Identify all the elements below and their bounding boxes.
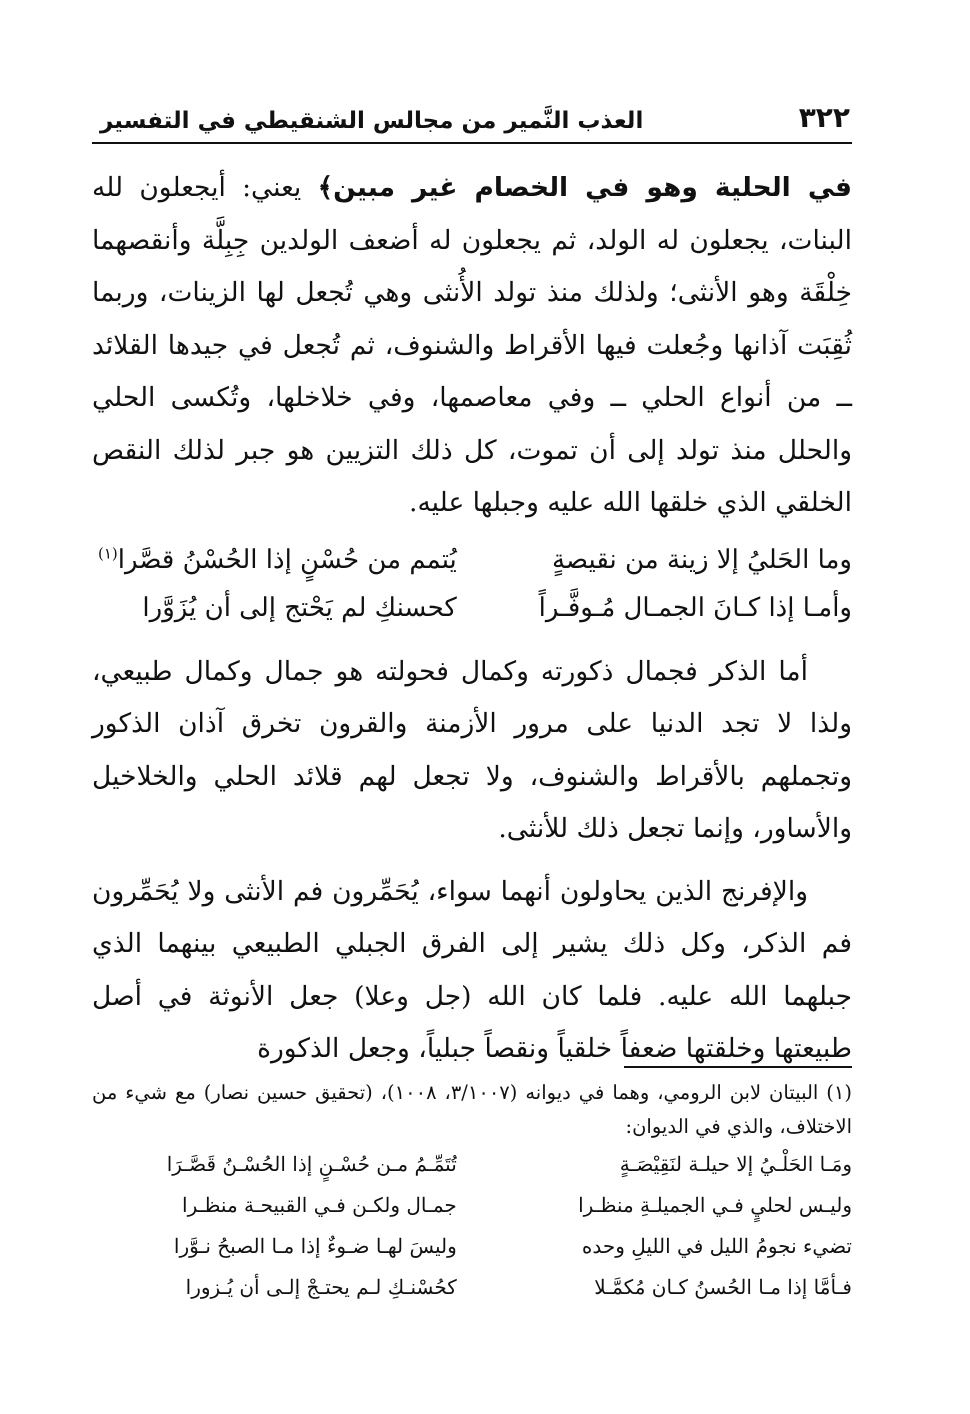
footnote-verse-line [92,1226,852,1267]
footnote-verse-line [92,1185,852,1226]
verse-second-hemistich [92,536,457,584]
verse-line [92,584,852,632]
running-title: العذب النَّمير من مجالس الشنقيطي في التفسير [100,108,644,134]
footnote-verse-second-hemistich: كحُسْنـكِ لـم يحتـجْ إلـى أن يُـزورا [185,1275,457,1299]
footnote-separator [624,1066,852,1068]
quran-quote: في الحلية وهو في الخصام غير مبين﴾ [317,172,852,203]
paragraph-2: أما الذكر فجمال ذكورته وكمال فحولته هو جمال وكمال طبيعي، ولذا لا تجد الدنيا على مرور الأزمنة والقرون تخرق آذان الذكور وتجملهم بالأقراط والشنوف، ولا تجعل لهم قلائد الحلي والخلاخيل والأساور، وإنما تجعل ذلك للأنثى. [92,655,852,844]
paragraph-3: والإفرنج الذين يحاولون أنهما سواء، يُحَمِّرون فم الأنثى ولا يُحَمِّرون فم الذكر، وكل ذلك يشير إلى الفرق الجبلي الطبيعي بينهما الذي جبلهما الله عليه. فلما كان الله (جل وعلا) جعل الأنوثة في أصل طبيعتها وخلقتها ضعفاً خلقياً ونقصاً جبلياً، وجعل الذكورة [92,875,852,1064]
footnote-1: (١) البيتان لابن الرومي، وهما في ديوانه (٣/١٠٠٧، ١٠٠٨)، (تحقيق حسين نصار) مع شيء من الاختلاف، والذي في الديوان: [92,1081,852,1138]
footnote-reference[interactable]: (١) [98,543,118,562]
footnote-verse-first-hemistich: وليـس لحليٍ فـي الجميلـةِ منظـرا [578,1193,852,1217]
footnotes [92,1076,852,1308]
verse-first-hemistich: وأمـا إذا كـانَ الجمـال مُـوفَّـراً [538,592,852,623]
footnote-verse-first-hemistich: ومَـا الحَلْـيُ إلا حيلـة لنَقِيْصَـةٍ [619,1152,852,1176]
footnote-verse-second-hemistich: جمـال ولكـن فـي القبيحـة منظـرا [182,1193,457,1217]
body-text [92,162,852,1076]
footnote-verse-line [92,1267,852,1308]
verse-line [92,536,852,584]
footnote-verse-first-hemistich: فـأمَّا إذا مـا الحُسنُ كـان مُكمَّـلا [594,1275,852,1299]
verse-second-hemistich-text: يُتمم من حُسْنٍ إذا الحُسْنُ قصَّرا [117,544,457,575]
footnote-verse-second-hemistich: تُتَمِّـمُ مـن حُسْـنٍ إذا الحُسْـنُ قَصَّـرَا [166,1152,457,1176]
page-number: ٣٢٢ [798,101,850,134]
paragraph-1 [92,162,852,530]
footnote-verse-second-hemistich: وليسَ لهـا ضـوءٌ إذا مـا الصبحُ نـوَّرا [173,1234,457,1258]
page [92,92,852,1076]
poem-block [92,536,852,632]
footnote-verse-line [92,1144,852,1185]
paragraph-1-text: يعني: أيجعلون لله البنات، يجعلون له الولد، ثم يجعلون له أضعف الولدين جِبِلَّة وأنقصهما خِلْقَة وهو الأنثى؛ ولذلك منذ تولد الأُنثى وهي تُجعل لها الزينات، وربما ثُقِبَت آذانها وجُعلت فيها الأقراط والشنوف، ثم تُجعل في جيدها القلائد ــ من أنواع الحلي ــ وفي معاصمها، وفي خلاخلها، وتُكسى الحلي والحلل منذ تولد إلى أن تموت، كل ذلك التزيين هو جبر لذلك النقص الخلقي الذي خلقها الله عليه وجبلها عليه. [92,172,852,518]
footnote-verse-first-hemistich: تضيء نجومُ الليل في الليلِ وحده [581,1234,852,1258]
verse-first-hemistich: وما الحَليُ إلا زينة من نقيصةٍ [551,544,852,575]
page-header [92,92,852,144]
verse-second-hemistich: كحسنكِ لم يَحْتج إلى أن يُزَوَّرا [142,592,457,623]
